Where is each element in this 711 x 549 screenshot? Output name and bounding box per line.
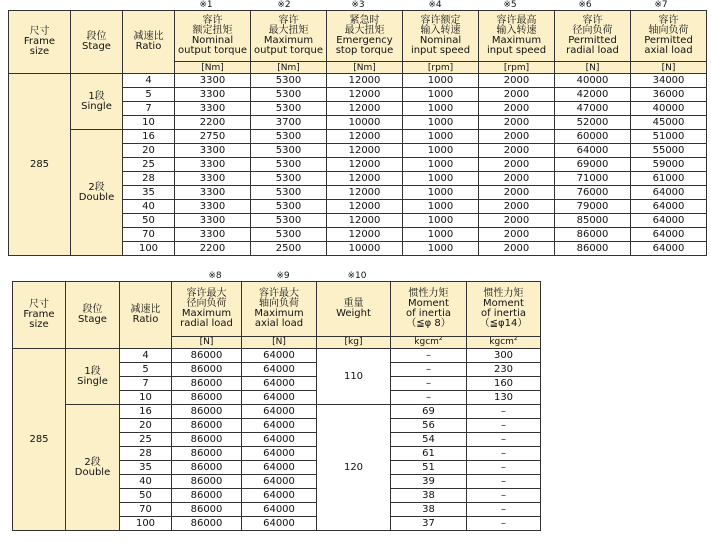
header-inertia-phi8: 惯性力矩 Moment of inertia （≦φ 8） [391, 282, 467, 337]
stage-double: 2段 Double [66, 405, 120, 531]
value-cell: 12000 [327, 88, 403, 102]
header-inertia-phi14: 惯性力矩 Moment of inertia （≦φ14） [467, 282, 541, 337]
value-cell: 12000 [327, 228, 403, 242]
value-cell: 5300 [251, 214, 327, 228]
ratio-cell: 70 [120, 503, 172, 517]
stage-single: 1段 Single [71, 74, 123, 130]
value-cell: 300 [467, 349, 541, 363]
value-cell: 37 [391, 517, 467, 531]
note-marker: ※9 [276, 271, 290, 281]
value-cell: 59000 [631, 158, 707, 172]
note-marker: ※6 [578, 0, 592, 10]
unit-cell: [Nm] [251, 62, 327, 74]
ratio-cell: 40 [120, 475, 172, 489]
value-cell: 12000 [327, 186, 403, 200]
value-cell: 64000 [555, 144, 631, 158]
value-cell: 12000 [327, 200, 403, 214]
value-cell: 1000 [403, 88, 479, 102]
note-marker: ※1 [199, 0, 213, 10]
value-cell: – [391, 363, 467, 377]
ratio-cell: 100 [120, 517, 172, 531]
value-cell: 1000 [403, 102, 479, 116]
ratio-cell: 35 [123, 186, 175, 200]
ratio-cell: 25 [123, 158, 175, 172]
value-cell: 3300 [175, 200, 251, 214]
unit-cell: [Nm] [327, 62, 403, 74]
stage-double: 2段 Double [71, 130, 123, 256]
value-cell: 86000 [172, 363, 242, 377]
header-maximum-input-speed: 容许最高 输入转速 Maximum input speed [479, 11, 555, 62]
header-ratio: 减速比 Ratio [123, 11, 175, 74]
value-cell: 64000 [242, 461, 317, 475]
frame-size-cell: 285 [9, 74, 71, 256]
value-cell: 3300 [175, 228, 251, 242]
ratio-cell: 20 [123, 144, 175, 158]
value-cell: 51 [391, 461, 467, 475]
value-cell: 71000 [555, 172, 631, 186]
value-cell: – [467, 489, 541, 503]
value-cell: 3300 [175, 158, 251, 172]
value-cell: 3300 [175, 144, 251, 158]
ratio-cell: 28 [120, 447, 172, 461]
header-permitted-axial-load: 容许 轴向负荷 Permitted axial load [631, 11, 707, 62]
ratio-cell: 50 [123, 214, 175, 228]
value-cell: 64000 [242, 405, 317, 419]
value-cell: 54 [391, 433, 467, 447]
value-cell: 2000 [479, 88, 555, 102]
value-cell: 3300 [175, 102, 251, 116]
ratio-cell: 10 [123, 116, 175, 130]
table-row [9, 74, 707, 88]
value-cell: 3300 [175, 88, 251, 102]
ratio-cell: 25 [120, 433, 172, 447]
value-cell: – [391, 349, 467, 363]
value-cell: 47000 [555, 102, 631, 116]
value-cell: 38 [391, 489, 467, 503]
value-cell: 86000 [172, 391, 242, 405]
value-cell: – [467, 475, 541, 489]
value-cell: 64000 [631, 186, 707, 200]
value-cell: 42000 [555, 88, 631, 102]
value-cell: 12000 [327, 102, 403, 116]
value-cell: 5300 [251, 88, 327, 102]
value-cell: – [391, 377, 467, 391]
value-cell: 40000 [555, 74, 631, 88]
spec-table-2 [12, 281, 541, 531]
value-cell: 86000 [555, 228, 631, 242]
value-cell: 86000 [172, 503, 242, 517]
ratio-cell: 70 [123, 228, 175, 242]
value-cell: 1000 [403, 242, 479, 256]
value-cell: 1000 [403, 200, 479, 214]
value-cell: 160 [467, 377, 541, 391]
weight-cell: 120 [317, 405, 391, 531]
value-cell: 36000 [631, 88, 707, 102]
value-cell: 2000 [479, 130, 555, 144]
value-cell: 2000 [479, 102, 555, 116]
value-cell: 40000 [631, 102, 707, 116]
value-cell: 12000 [327, 130, 403, 144]
header-stage: 段位 Stage [66, 282, 120, 349]
value-cell: 1000 [403, 228, 479, 242]
value-cell: 2000 [479, 186, 555, 200]
note-marker: ※3 [351, 0, 365, 10]
ratio-cell: 100 [123, 242, 175, 256]
value-cell: 3300 [175, 214, 251, 228]
value-cell: 230 [467, 363, 541, 377]
value-cell: 5300 [251, 186, 327, 200]
ratio-cell: 16 [120, 405, 172, 419]
ratio-cell: 28 [123, 172, 175, 186]
value-cell: 64000 [242, 391, 317, 405]
value-cell: 2000 [479, 172, 555, 186]
value-cell: 64000 [242, 503, 317, 517]
value-cell: 12000 [327, 158, 403, 172]
value-cell: 1000 [403, 130, 479, 144]
unit-cell: [Nm] [175, 62, 251, 74]
value-cell: 3700 [251, 116, 327, 130]
value-cell: 3300 [175, 172, 251, 186]
value-cell: – [467, 433, 541, 447]
unit-cell: [N] [555, 62, 631, 74]
frame-size-cell: 285 [13, 349, 66, 531]
value-cell: 2000 [479, 242, 555, 256]
ratio-cell: 20 [120, 419, 172, 433]
weight-cell: 110 [317, 349, 391, 405]
value-cell: 69 [391, 405, 467, 419]
header-nominal-output-torque: 容许 额定扭矩 Nominal output torque [175, 11, 251, 62]
value-cell: – [467, 405, 541, 419]
value-cell: 1000 [403, 116, 479, 130]
value-cell: 56 [391, 419, 467, 433]
table2-note-markers [0, 271, 711, 281]
value-cell: 64000 [631, 228, 707, 242]
value-cell: 5300 [251, 158, 327, 172]
value-cell: 1000 [403, 158, 479, 172]
value-cell: 45000 [631, 116, 707, 130]
value-cell: 5300 [251, 228, 327, 242]
ratio-cell: 7 [123, 102, 175, 116]
value-cell: 76000 [555, 186, 631, 200]
value-cell: 64000 [242, 363, 317, 377]
unit-cell: [N] [242, 336, 317, 348]
note-marker: ※7 [654, 0, 668, 10]
value-cell: 2000 [479, 214, 555, 228]
value-cell: 86000 [172, 433, 242, 447]
value-cell: 64000 [242, 517, 317, 531]
value-cell: 86000 [172, 517, 242, 531]
ratio-cell: 5 [123, 88, 175, 102]
ratio-cell: 35 [120, 461, 172, 475]
value-cell: 12000 [327, 144, 403, 158]
header-maximum-axial-load: 容许最大 轴向负荷 Maximum axial load [242, 282, 317, 337]
value-cell: 38 [391, 503, 467, 517]
table1-note-markers [0, 0, 711, 10]
value-cell: 39 [391, 475, 467, 489]
value-cell: 12000 [327, 172, 403, 186]
value-cell: 86000 [172, 461, 242, 475]
value-cell: 86000 [172, 447, 242, 461]
stage-single: 1段 Single [66, 349, 120, 405]
value-cell: 5300 [251, 144, 327, 158]
value-cell: 2000 [479, 158, 555, 172]
value-cell: 1000 [403, 144, 479, 158]
note-marker: ※5 [503, 0, 517, 10]
value-cell: 64000 [631, 200, 707, 214]
value-cell: 64000 [242, 447, 317, 461]
value-cell: 61 [391, 447, 467, 461]
value-cell: – [467, 447, 541, 461]
table-row [13, 405, 541, 419]
value-cell: 64000 [631, 242, 707, 256]
value-cell: 3300 [175, 74, 251, 88]
unit-cell: [N] [631, 62, 707, 74]
value-cell: 10000 [327, 116, 403, 130]
value-cell: 52000 [555, 116, 631, 130]
value-cell: 12000 [327, 214, 403, 228]
value-cell: 86000 [172, 349, 242, 363]
value-cell: 2200 [175, 242, 251, 256]
value-cell: – [467, 419, 541, 433]
value-cell: – [467, 461, 541, 475]
value-cell: 12000 [327, 74, 403, 88]
header-frame-size: 尺寸 Frame size [13, 282, 66, 349]
value-cell: 60000 [555, 130, 631, 144]
value-cell: 5300 [251, 74, 327, 88]
ratio-cell: 10 [120, 391, 172, 405]
header-weight: 重量 Weight [317, 282, 391, 337]
value-cell: 1000 [403, 186, 479, 200]
value-cell: 1000 [403, 172, 479, 186]
value-cell: – [467, 503, 541, 517]
value-cell: 5300 [251, 172, 327, 186]
spec-table-1 [8, 10, 707, 256]
ratio-cell: 4 [123, 74, 175, 88]
ratio-cell: 40 [123, 200, 175, 214]
header-ratio: 减速比 Ratio [120, 282, 172, 349]
value-cell: 1000 [403, 214, 479, 228]
value-cell: 1000 [403, 74, 479, 88]
value-cell: – [391, 391, 467, 405]
value-cell: 3300 [175, 186, 251, 200]
header-frame-size: 尺寸 Frame size [9, 11, 71, 74]
note-marker: ※4 [428, 0, 442, 10]
ratio-cell: 5 [120, 363, 172, 377]
header-stage: 段位 Stage [71, 11, 123, 74]
value-cell: 79000 [555, 200, 631, 214]
value-cell: 86000 [172, 405, 242, 419]
value-cell: 61000 [631, 172, 707, 186]
table-row [9, 130, 707, 144]
value-cell: 2500 [251, 242, 327, 256]
note-marker: ※10 [347, 271, 367, 281]
header-maximum-radial-load: 容许最大 径向负荷 Maximum radial load [172, 282, 242, 337]
ratio-cell: 16 [123, 130, 175, 144]
value-cell: 2000 [479, 200, 555, 214]
value-cell: 10000 [327, 242, 403, 256]
ratio-cell: 7 [120, 377, 172, 391]
header-nominal-input-speed: 容许额定 输入转速 Nominal input speed [403, 11, 479, 62]
table-row [13, 349, 541, 363]
unit-cell: [kg] [317, 336, 391, 348]
header-maximum-output-torque: 容许 最大扭矩 Maximum output torque [251, 11, 327, 62]
unit-cell: [rpm] [479, 62, 555, 74]
ratio-cell: 4 [120, 349, 172, 363]
value-cell: 86000 [172, 377, 242, 391]
value-cell: 51000 [631, 130, 707, 144]
value-cell: 55000 [631, 144, 707, 158]
value-cell: 2750 [175, 130, 251, 144]
header-emergency-stop-torque: 紧急时 最大扭矩 Emergency stop torque [327, 11, 403, 62]
value-cell: 130 [467, 391, 541, 405]
unit-cell: kgcm$^2$ [391, 336, 467, 348]
unit-cell: [N] [172, 336, 242, 348]
value-cell: 5300 [251, 102, 327, 116]
value-cell: 86000 [555, 242, 631, 256]
note-marker: ※8 [208, 271, 222, 281]
value-cell: 5300 [251, 130, 327, 144]
value-cell: 2000 [479, 74, 555, 88]
value-cell: – [467, 517, 541, 531]
value-cell: 64000 [242, 349, 317, 363]
value-cell: 2000 [479, 144, 555, 158]
unit-cell: [rpm] [403, 62, 479, 74]
value-cell: 85000 [555, 214, 631, 228]
note-marker: ※2 [277, 0, 291, 10]
value-cell: 86000 [172, 419, 242, 433]
value-cell: 86000 [172, 475, 242, 489]
value-cell: 2000 [479, 116, 555, 130]
value-cell: 86000 [172, 489, 242, 503]
value-cell: 2000 [479, 228, 555, 242]
unit-cell: kgcm$^2$ [467, 336, 541, 348]
value-cell: 64000 [242, 419, 317, 433]
value-cell: 64000 [631, 214, 707, 228]
value-cell: 64000 [242, 433, 317, 447]
value-cell: 2200 [175, 116, 251, 130]
value-cell: 5300 [251, 200, 327, 214]
value-cell: 34000 [631, 74, 707, 88]
value-cell: 64000 [242, 377, 317, 391]
value-cell: 64000 [242, 475, 317, 489]
ratio-cell: 50 [120, 489, 172, 503]
value-cell: 69000 [555, 158, 631, 172]
value-cell: 64000 [242, 489, 317, 503]
header-permitted-radial-load: 容许 径向负荷 Permitted radial load [555, 11, 631, 62]
